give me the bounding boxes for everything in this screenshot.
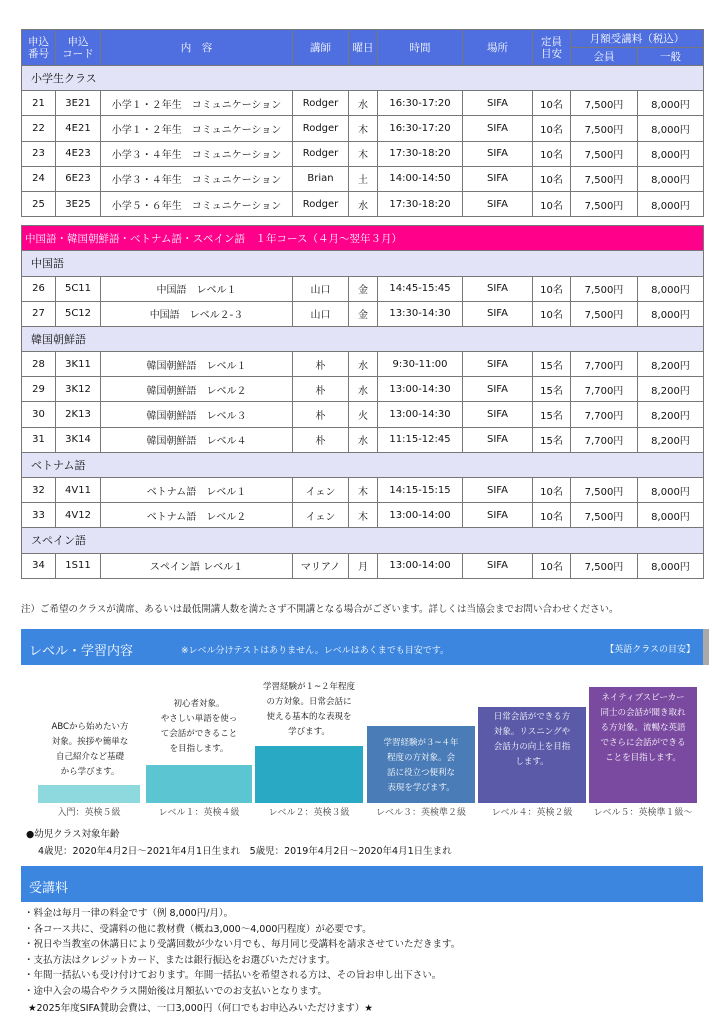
header-content: 内 容 (101, 30, 293, 66)
course-banner (22, 226, 704, 251)
cell-time: 14:00-14:50 (378, 166, 463, 191)
cell-capacity: 15名 (533, 377, 571, 402)
cell-place: SIFA (463, 402, 533, 427)
cell-day: 水 (349, 91, 378, 116)
table-row (22, 301, 704, 326)
cell-code: 5C11 (56, 276, 101, 301)
cell-day: 金 (349, 301, 378, 326)
course-banner-text: 中国語・韓国朝鮮語・ベトナム語・スペイン語 １年コース（４月～翌年３月） (22, 226, 704, 251)
header-teacher: 講師 (293, 30, 349, 66)
levels-note: ※レベル分けテストはありません。レベルはあくまでも目安です。 (181, 646, 450, 656)
levels-header (21, 629, 703, 665)
cell-general-fee: 8,000円 (638, 553, 704, 578)
cell-content: 小学３・４年生 コミュニケーション (101, 141, 293, 166)
cell-teacher: Rodger (293, 91, 349, 116)
cell-content: ベトナム語 レベル２ (101, 503, 293, 528)
cell-teacher: Rodger (293, 116, 349, 141)
cell-capacity: 10名 (533, 91, 571, 116)
category-title: スペイン語 (22, 528, 704, 553)
schedule-note: 注）ご希望のクラスが満席、あるいは最低開講人数を満たさず不開講となる場合がございます。詳しくは当協会までお問い合わせください。 (21, 604, 619, 615)
cell-code: 4V11 (56, 478, 101, 503)
age-range: 4歳児：2020年4月2日～2021年4月1日生まれ 5歳児：2019年4月2日～2020年4月1日生まれ (38, 846, 452, 857)
cell-teacher: イェン (293, 478, 349, 503)
cell-code: 3K11 (56, 352, 101, 377)
level-step-label: レベル５：英検準１級～ (593, 808, 693, 818)
cell-time: 17:30-18:20 (378, 191, 463, 216)
cell-day: 金 (349, 276, 378, 301)
fee-rule-item: ・年間一括払いも受け付けております。年間一括払いを希望される方は、その旨お申し出下さい。 (24, 970, 442, 981)
cell-content: 韓国朝鮮語 レベル３ (101, 402, 293, 427)
levels-header-shadow (703, 629, 709, 665)
cell-member-fee: 7,500円 (571, 503, 638, 528)
cell-time: 14:45-15:45 (378, 276, 463, 301)
cell-content: 中国語 レベル２-３ (101, 301, 293, 326)
cell-general-fee: 8,000円 (638, 141, 704, 166)
cell-place: SIFA (463, 377, 533, 402)
cell-content: 小学１・２年生 コミュニケーション (101, 91, 293, 116)
cell-capacity: 10名 (533, 191, 571, 216)
cell-time: 17:30-18:20 (378, 141, 463, 166)
cell-time: 13:30-14:30 (378, 301, 463, 326)
cell-teacher: 朴 (293, 377, 349, 402)
cell-capacity: 10名 (533, 166, 571, 191)
header-number: 申込 番号 (22, 30, 56, 66)
cell-code: 6E23 (56, 166, 101, 191)
support-fee-note: ★2025年度SIFA賛助会費は、一口3,000円（何口でもお申込みいただけます）★ (28, 1003, 373, 1014)
cell-capacity: 10名 (533, 553, 571, 578)
header-day: 曜日 (349, 30, 378, 66)
fees-header (21, 866, 703, 902)
cell-code: 3K12 (56, 377, 101, 402)
table-row (22, 276, 704, 301)
fee-rule-item: ・各コース共に、受講料の他に教材費（概ね3,000～4,000円程度）が必要です。 (24, 923, 372, 935)
cell-time: 13:00-14:00 (378, 503, 463, 528)
cell-teacher: 山口 (293, 276, 349, 301)
cell-place: SIFA (463, 141, 533, 166)
cell-number: 26 (22, 276, 56, 301)
cell-capacity: 10名 (533, 141, 571, 166)
cell-content: 韓国朝鮮語 レベル１ (101, 352, 293, 377)
header-capacity: 定員 目安 (533, 30, 571, 66)
cell-number: 27 (22, 301, 56, 326)
cell-day: 水 (349, 377, 378, 402)
cell-teacher: Rodger (293, 141, 349, 166)
cell-number: 24 (22, 166, 56, 191)
cell-capacity: 15名 (533, 402, 571, 427)
cell-place: SIFA (463, 91, 533, 116)
cell-general-fee: 8,000円 (638, 191, 704, 216)
cell-member-fee: 7,500円 (571, 553, 638, 578)
cell-code: 1S11 (56, 553, 101, 578)
table-row (22, 116, 704, 141)
cell-member-fee: 7,500円 (571, 191, 638, 216)
cell-content: スペイン語 レベル１ (101, 553, 293, 578)
level-step-label: 入門：英検５級 (57, 808, 121, 818)
cell-capacity: 10名 (533, 276, 571, 301)
cell-code: 2K13 (56, 402, 101, 427)
cell-time: 16:30-17:20 (378, 91, 463, 116)
cell-member-fee: 7,500円 (571, 478, 638, 503)
cell-time: 11:15-12:45 (378, 427, 463, 452)
cell-member-fee: 7,500円 (571, 166, 638, 191)
cell-general-fee: 8,200円 (638, 352, 704, 377)
category-title: 小学生クラス (22, 66, 704, 91)
cell-teacher: 山口 (293, 301, 349, 326)
cell-general-fee: 8,000円 (638, 276, 704, 301)
cell-member-fee: 7,500円 (571, 276, 638, 301)
cell-day: 木 (349, 141, 378, 166)
level-step-description: 初心者対象。 やさしい単語を使っ て会話ができること を目指します。 (160, 699, 238, 754)
cell-capacity: 10名 (533, 116, 571, 141)
level-step-label: レベル２：英検３級 (268, 808, 350, 818)
cell-general-fee: 8,200円 (638, 402, 704, 427)
table-row (22, 553, 704, 578)
cell-day: 木 (349, 116, 378, 141)
fee-rule-item: ・支払方法はクレジットカード、または銀行振込をお選びいただけます。 (24, 954, 336, 966)
cell-number: 25 (22, 191, 56, 216)
cell-content: 小学５・６年生 コミュニケーション (101, 191, 293, 216)
cell-number: 28 (22, 352, 56, 377)
cell-general-fee: 8,000円 (638, 478, 704, 503)
level-step-description: 日常会話ができる方 対象。リスニングや 会話力の向上を目指 します。 (493, 712, 571, 767)
level-step-description: ネイティブスピーカー 同士の会話が聞き取れ る方対象。流暢な英語 でさらに会話ができる ことを目指します。 (600, 693, 686, 763)
cell-number: 29 (22, 377, 56, 402)
header-code: 申込 コード (56, 30, 101, 66)
schedule-body (22, 66, 704, 579)
header-monthly-fee: 月額受講料（税込） (571, 30, 704, 48)
cell-place: SIFA (463, 427, 533, 452)
cell-number: 32 (22, 478, 56, 503)
cell-content: 韓国朝鮮語 レベル４ (101, 427, 293, 452)
category-row (22, 251, 704, 276)
cell-code: 3E25 (56, 191, 101, 216)
cell-member-fee: 7,700円 (571, 402, 638, 427)
cell-day: 土 (349, 166, 378, 191)
category-title: 中国語 (22, 251, 704, 276)
cell-teacher: Brian (293, 166, 349, 191)
header-place: 場所 (463, 30, 533, 66)
level-step-block (38, 785, 140, 803)
cell-member-fee: 7,500円 (571, 116, 638, 141)
cell-content: 小学３・４年生 コミュニケーション (101, 166, 293, 191)
cell-day: 水 (349, 191, 378, 216)
cell-member-fee: 7,500円 (571, 91, 638, 116)
cell-number: 31 (22, 427, 56, 452)
category-title: 韓国朝鮮語 (22, 326, 704, 351)
cell-teacher: イェン (293, 503, 349, 528)
cell-day: 水 (349, 427, 378, 452)
cell-general-fee: 8,000円 (638, 503, 704, 528)
cell-number: 23 (22, 141, 56, 166)
cell-place: SIFA (463, 301, 533, 326)
cell-day: 火 (349, 402, 378, 427)
cell-teacher: 朴 (293, 402, 349, 427)
cell-number: 22 (22, 116, 56, 141)
header-general: 一般 (638, 48, 704, 66)
fee-rules (24, 906, 460, 999)
cell-code: 3K14 (56, 427, 101, 452)
cell-member-fee: 7,700円 (571, 427, 638, 452)
cell-place: SIFA (463, 503, 533, 528)
cell-time: 13:00-14:30 (378, 402, 463, 427)
cell-place: SIFA (463, 166, 533, 191)
cell-number: 33 (22, 503, 56, 528)
cell-day: 木 (349, 478, 378, 503)
level-step-label: レベル３：英検準２級 (375, 808, 466, 818)
cell-member-fee: 7,700円 (571, 352, 638, 377)
cell-place: SIFA (463, 553, 533, 578)
levels-title: レベル・学習内容 (29, 644, 134, 659)
fee-rule-item: ・祝日や当教室の休講日により受講回数が少ない月でも、毎月同じ受講料を請求させていただきます。 (24, 939, 461, 950)
cell-teacher: マリアノ (293, 553, 349, 578)
cell-code: 5C12 (56, 301, 101, 326)
level-step-description: ABCから始めたい方 対象。挨拶や簡単な 自己紹介など基礎 から学びます。 (51, 722, 129, 777)
cell-content: 韓国朝鮮語 レベル２ (101, 377, 293, 402)
fee-rule-item: ・途中入会の場合やクラス開始後は月額払いでのお支払いとなります。 (24, 985, 327, 997)
table-row (22, 377, 704, 402)
cell-place: SIFA (463, 478, 533, 503)
cell-member-fee: 7,700円 (571, 377, 638, 402)
cell-time: 16:30-17:20 (378, 116, 463, 141)
level-step-block (255, 746, 363, 803)
cell-day: 月 (349, 553, 378, 578)
category-title: ベトナム語 (22, 452, 704, 477)
cell-number: 30 (22, 402, 56, 427)
cell-time: 13:00-14:30 (378, 377, 463, 402)
table-row (22, 141, 704, 166)
table-row (22, 478, 704, 503)
level-step-block (146, 765, 252, 803)
category-row (22, 528, 704, 553)
table-row (22, 191, 704, 216)
cell-code: 4E21 (56, 116, 101, 141)
header-time: 時間 (378, 30, 463, 66)
cell-capacity: 10名 (533, 503, 571, 528)
cell-place: SIFA (463, 191, 533, 216)
cell-place: SIFA (463, 116, 533, 141)
cell-capacity: 15名 (533, 427, 571, 452)
cell-content: 小学１・２年生 コミュニケーション (101, 116, 293, 141)
cell-day: 木 (349, 503, 378, 528)
level-step-description: 学習経験が１~２年程度 の方対象。日常会話に 使える基本的な表現を 学びます。 (262, 682, 356, 737)
header-member: 会員 (571, 48, 638, 66)
cell-member-fee: 7,500円 (571, 141, 638, 166)
cell-general-fee: 8,200円 (638, 427, 704, 452)
cell-content: 中国語 レベル１ (101, 276, 293, 301)
cell-place: SIFA (463, 352, 533, 377)
cell-general-fee: 8,200円 (638, 377, 704, 402)
level-step-label: レベル１：英検４級 (158, 808, 240, 818)
cell-teacher: Rodger (293, 191, 349, 216)
level-step-label: レベル４：英検２級 (491, 808, 573, 818)
cell-code: 4V12 (56, 503, 101, 528)
table-row (22, 503, 704, 528)
cell-teacher: 朴 (293, 352, 349, 377)
cell-code: 3E21 (56, 91, 101, 116)
class-schedule-table (21, 29, 704, 579)
category-row (22, 66, 704, 91)
category-row (22, 326, 704, 351)
cell-general-fee: 8,000円 (638, 166, 704, 191)
table-row (22, 352, 704, 377)
cell-teacher: 朴 (293, 427, 349, 452)
cell-general-fee: 8,000円 (638, 116, 704, 141)
cell-number: 34 (22, 553, 56, 578)
table-row (22, 402, 704, 427)
cell-time: 14:15-15:15 (378, 478, 463, 503)
cell-place: SIFA (463, 276, 533, 301)
table-row (22, 91, 704, 116)
cell-capacity: 10名 (533, 301, 571, 326)
table-row (22, 166, 704, 191)
cell-number: 21 (22, 91, 56, 116)
cell-day: 水 (349, 352, 378, 377)
fees-title: 受講料 (29, 881, 69, 896)
cell-time: 9:30-11:00 (378, 352, 463, 377)
cell-general-fee: 8,000円 (638, 301, 704, 326)
age-title: ●幼児クラス対象年齢 (26, 829, 120, 840)
cell-capacity: 10名 (533, 478, 571, 503)
level-step-description: 学習経験が３~４年 程度の方対象。会 話に役立つ便利な 表現を学びます。 (383, 738, 459, 793)
cell-content: ベトナム語 レベル１ (101, 478, 293, 503)
cell-general-fee: 8,000円 (638, 91, 704, 116)
fee-rule-item: ・料金は毎月一律の料金です（例 8,000円/月）。 (24, 908, 234, 919)
cell-code: 4E23 (56, 141, 101, 166)
cell-member-fee: 7,500円 (571, 301, 638, 326)
cell-time: 13:00-14:00 (378, 553, 463, 578)
category-row (22, 452, 704, 477)
cell-capacity: 15名 (533, 352, 571, 377)
levels-english-guide: 【英語クラスの目安】 (605, 645, 695, 655)
table-row (22, 427, 704, 452)
